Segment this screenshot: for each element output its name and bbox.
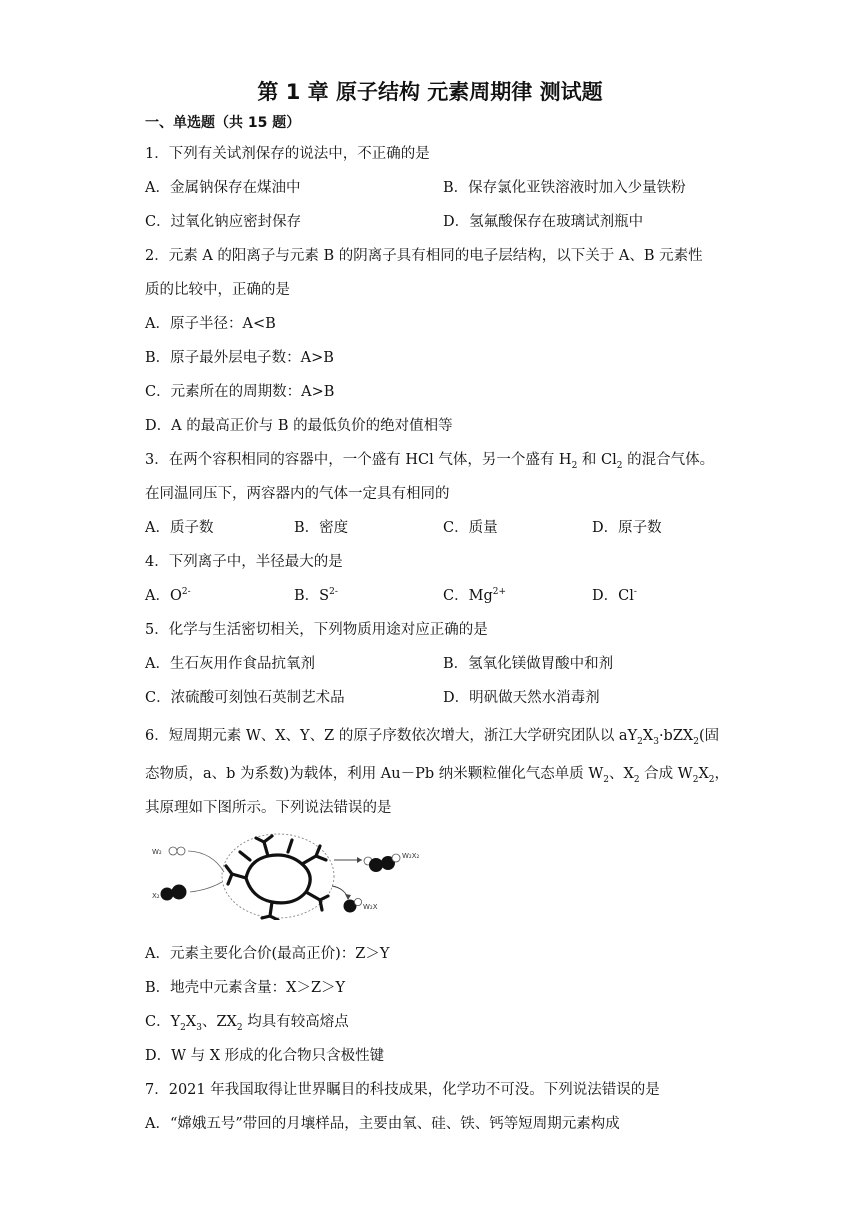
catalyst-ring [226,836,328,920]
q3-option-b: B．密度 [294,520,349,536]
x2-atom-2 [172,885,187,900]
q3-option-a: A．质子数 [145,520,214,536]
w2-label: W₂ [152,848,162,856]
q1-option-c: C．过氧化钠应密封保存 [145,214,302,230]
q7-stem: 7．2021 年我国取得让世界瞩目的科技成果，化学功不可没。下列说法错误的是 [145,1082,660,1098]
section-heading: 一、单选题（共 15 题） [145,115,301,131]
q4-option-d: D．Cl- [592,587,637,604]
q3-option-d: D．原子数 [592,520,662,536]
q6-stem-line3: 其原理如下图所示。下列说法错误的是 [145,800,392,816]
q3-option-c: C．质量 [443,520,498,536]
q5-option-a: A．生石灰用作食品抗氧剂 [145,656,315,672]
q2-stem-line1: 2．元素 A 的阳离子与元素 B 的阴离子具有相同的电子层结构，以下关于 A、B 元素性 [145,248,703,264]
q4-stem: 4．下列离子中，半径最大的是 [145,554,343,570]
q6-option-a: A．元素主要化合价(最高正价)：Z＞Y [145,946,390,962]
q1-option-a: A．金属钠保存在煤油中 [145,180,301,196]
w2x2-atom-4 [392,854,400,862]
q1-option-b: B．保存氯化亚铁溶液时加入少量铁粉 [443,180,686,196]
q6-option-b: B．地壳中元素含量：X＞Z＞Y [145,980,346,996]
q2-option-a: A．原子半径：A<B [145,316,276,332]
q7-option-a: A．“嫦娥五号”带回的月壤样品，主要由氧、硅、铁、钙等短周期元素构成 [145,1116,620,1132]
q2-option-b: B．原子最外层电子数：A>B [145,350,334,366]
q6-stem-line2: 态物质，a、b 为系数)为载体，利用 Au－Pb 纳米颗粒催化气态单质 $W_2$、$X_2$ 合成 $W_2X_2$， [145,766,729,785]
q5-option-b: B．氢氧化镁做胃酸中和剂 [443,656,614,672]
q2-stem-line2: 质的比较中，正确的是 [145,282,290,298]
x2-arrow [190,882,222,892]
w2-atom-2 [177,847,185,855]
w2x2-atom-2 [369,858,383,872]
q4-option-c: C．$Mg^{2+}$ [443,587,507,604]
x2-label: X₂ [152,892,160,900]
q3-stem-line1: 3．在两个容积相同的容器中，一个盛有 HCl 气体，另一个盛有 $H_2$ 和 $Cl_2$ 的混合气体。 [145,452,715,471]
q3-stem-line2: 在同温同压下，两容器内的气体一定具有相同的 [145,486,450,502]
q5-stem: 5．化学与生活密切相关，下列物质用途对应正确的是 [145,622,488,638]
q1-option-d: D．氢氟酸保存在玻璃试剂瓶中 [443,214,644,230]
w2-arrow [188,851,224,872]
q4-option-a: A．$O^{2-}$ [145,587,191,604]
w2x-atom-2 [354,898,361,905]
w2-atom-1 [169,847,177,855]
q6-option-c: C．$Y_2X_3$、$ZX_2$ 均具有较高熔点 [145,1014,349,1033]
w2x-label: W₂X [363,903,378,911]
q2-option-d: D．A 的最高正价与 B 的最低负价的绝对值相等 [145,418,453,434]
page-title: 第 1 章 原子结构 元素周期律 测试题 [257,80,603,104]
q5-option-d: D．明矾做天然水消毒剂 [443,690,600,706]
w2x-arrow [332,886,348,898]
x2-atom-1 [161,888,174,901]
w2x2-label: W₂X₂ [402,852,420,860]
q5-option-c: C．浓硫酸可刻蚀石英制艺术品 [145,690,345,706]
q1-stem: 1．下列有关试剂保存的说法中，不正确的是 [145,146,430,162]
q6-stem-line1: 6．短周期元素 W、X、Y、Z 的原子序数依次增大，浙江大学研究团队以 $aY_2X_3\cdot bZX_2$(固 [145,728,720,747]
q4-option-b: B．$S^{2-}$ [294,587,338,604]
q2-option-c: C．元素所在的周期数：A>B [145,384,335,400]
q6-option-d: D．W 与 X 形成的化合物只含极性键 [145,1048,385,1064]
catalysis-diagram [150,830,420,920]
